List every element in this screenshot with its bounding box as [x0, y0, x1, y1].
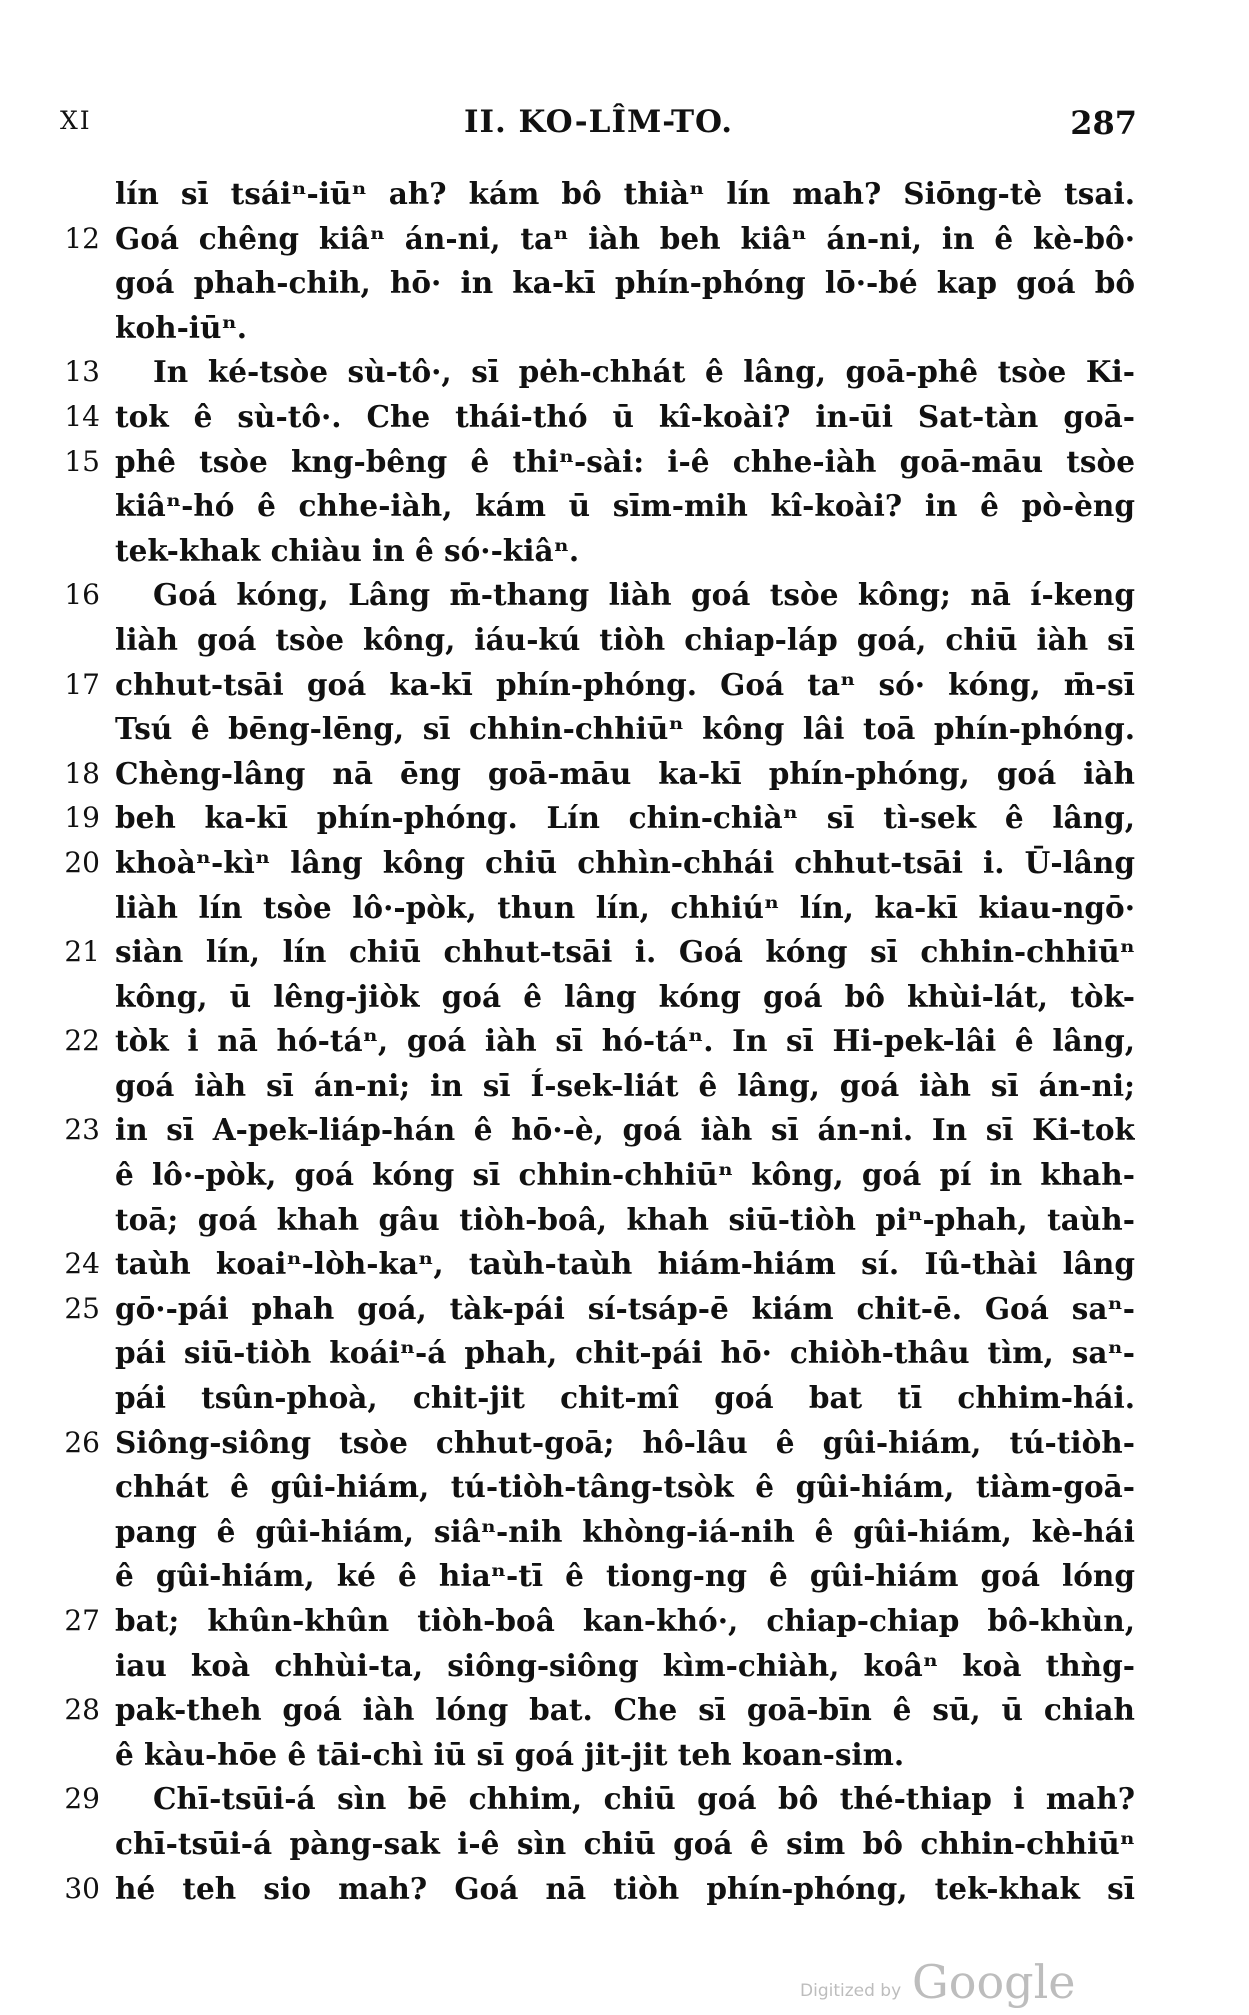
line-text: tòk i nā hó-táⁿ, goá iàh sī hó-táⁿ. In sī Hi-pek-lâi ê lâng, [115, 1023, 1135, 1059]
line-text: kiâⁿ-hó ê chhe-iàh, kám ū sīm-mih kî-koài? in ê pò-èng [115, 488, 1135, 524]
line-text: chhut-tsāi goá ka-kī phín-phóng. Goá taⁿ só· kóng, m̄-sī [115, 666, 1135, 702]
text-line [0, 841, 1249, 886]
text-line [0, 306, 1249, 351]
line-text: koh-iūⁿ. [115, 309, 248, 345]
line-text: pái tsûn-phoà, chit-jit chit-mî goá bat tī chhim-hái. [115, 1380, 1135, 1416]
text-line [0, 1331, 1249, 1376]
text-line [0, 440, 1249, 485]
line-text: toā; goá khah gâu tiòh-boâ, khah siū-tiòh piⁿ-phah, taùh- [115, 1201, 1135, 1237]
chapter-number: XI [60, 106, 92, 135]
line-text: goá phah-chih, hō· in ka-kī phín-phóng lō·-bé kap goá bô [115, 265, 1135, 301]
line-text: Goá kóng, Lâng m̄-thang liàh goá tsòe kông; nā í-keng [153, 577, 1135, 613]
line-text: Tsú ê bēng-lēng, sī chhin-chhiūⁿ kông lâi toā phín-phóng. [115, 711, 1135, 747]
verse-number: 20 [64, 845, 100, 879]
text-line [0, 1554, 1249, 1599]
line-text: tok ê sù-tô·. Che thái-thó ū kî-koài? in-ūi Sat-tàn goā- [115, 398, 1135, 434]
text-line [0, 1599, 1249, 1644]
line-text: goá iàh sī án-ni; in sī Í-sek-liát ê lâng, goá iàh sī án-ni; [115, 1067, 1135, 1103]
line-text: ê gûi-hiám, ké ê hiaⁿ-tī ê tiong-ng ê gûi-hiám goá lóng [115, 1558, 1135, 1594]
line-text: taùh koaiⁿ-lòh-kaⁿ, taùh-taùh hiám-hiám sí. Iû-thài lâng [115, 1246, 1135, 1282]
line-text: khoàⁿ-kìⁿ lâng kông chiū chhìn-chhái chhut-tsāi i. Ū-lâng [115, 844, 1135, 880]
verse-number: 19 [64, 801, 100, 835]
verse-number: 25 [64, 1291, 100, 1325]
verse-number: 27 [64, 1604, 100, 1637]
line-text: Siông-siông tsòe chhut-goā; hô-lâu ê gûi-hiám, tú-tiòh- [115, 1424, 1135, 1460]
line-text: pak-theh goá iàh lóng bat. Che sī goā-bīn ê sū, ū chiah [115, 1692, 1135, 1728]
text-line [0, 1867, 1249, 1912]
line-text: bat; khûn-khûn tiòh-boâ kan-khó·, chiap-chiap bô-khùn, [115, 1603, 1135, 1638]
line-text: liàh goá tsòe kông, iáu-kú tiòh chiap-láp goá, chiū iàh sī [115, 621, 1135, 657]
verse-number: 18 [64, 756, 100, 790]
line-text: Chèng-lâng nā ēng goā-māu ka-kī phín-phóng, goá iàh [115, 755, 1135, 791]
google-logo: Google [912, 1955, 1076, 2009]
text-line [0, 1242, 1249, 1287]
verse-number: 14 [64, 399, 100, 433]
line-text: Chī-tsūi-á sìn bē chhim, chiū goá bô thé-thiap i mah? [153, 1781, 1135, 1817]
text-line [0, 752, 1249, 797]
watermark-prefix: Digitized by [800, 1981, 902, 2001]
verse-number: 26 [64, 1425, 100, 1459]
text-line [0, 1777, 1249, 1822]
text-line [0, 1733, 1249, 1778]
line-text: chhát ê gûi-hiám, tú-tiòh-tâng-tsòk ê gûi-hiám, tiàm-goā- [115, 1469, 1135, 1505]
line-text: siàn lín, lín chiū chhut-tsāi i. Goá kóng sī chhin-chhiūⁿ [115, 934, 1135, 970]
text-line [0, 975, 1249, 1020]
text-line [0, 484, 1249, 529]
line-text: liàh lín tsòe lô·-pòk, thun lín, chhiúⁿ lín, ka-kī kiau-ngō· [115, 889, 1135, 925]
text-line [0, 1644, 1249, 1689]
text-line [0, 1287, 1249, 1332]
line-text: in sī A-pek-liáp-hán ê hō·-è, goá iàh sī án-ni. In sī Ki-tok [115, 1112, 1135, 1148]
line-text: In ké-tsòe sù-tô·, sī pėh-chhát ê lâng, goā-phê tsòe Ki- [153, 354, 1135, 390]
text-line [0, 886, 1249, 931]
text-line [0, 573, 1249, 618]
line-text: ê kàu-hōe ê tāi-chì iū sī goá jit-jit teh koan-sim. [115, 1736, 905, 1772]
line-text: hé teh sio mah? Goá nā tiòh phín-phóng, tek-khak sī [115, 1870, 1135, 1906]
line-text: phê tsòe kng-bêng ê thiⁿ-sài: i-ê chhe-iàh goā-māu tsòe [115, 443, 1135, 479]
line-text: Goá chêng kiâⁿ án-ni, taⁿ iàh beh kiâⁿ án-ni, in ê kè-bô· [115, 220, 1135, 256]
verse-number: 28 [64, 1693, 100, 1727]
text-line [0, 930, 1249, 975]
text-line [0, 1822, 1249, 1867]
text-line [0, 1019, 1249, 1064]
verse-number: 23 [64, 1113, 100, 1147]
line-text: ê lô·-pòk, goá kóng sī chhin-chhiūⁿ kông, goá pí in khah- [115, 1157, 1135, 1193]
verse-number: 16 [64, 578, 100, 612]
text-line [0, 261, 1249, 306]
text-line [0, 663, 1249, 708]
digitized-watermark [800, 1955, 1120, 2015]
text-line [0, 796, 1249, 841]
text-line [0, 1465, 1249, 1510]
verse-number: 21 [64, 935, 100, 969]
running-header [60, 104, 1137, 144]
line-text: lín sī tsáiⁿ-iūⁿ ah? kám bô thiàⁿ lín mah? Siōng-tè tsai. [115, 176, 1135, 211]
text-line [0, 529, 1249, 574]
text-body [0, 172, 1249, 1911]
verse-number: 22 [64, 1024, 100, 1058]
page-number: 287 [1070, 104, 1137, 142]
text-line [0, 1153, 1249, 1198]
line-text: beh ka-kī phín-phóng. Lín chin-chiàⁿ sī tì-sek ê lâng, [115, 800, 1135, 836]
text-line [0, 1198, 1249, 1243]
verse-number: 30 [64, 1871, 100, 1905]
verse-number: 24 [64, 1247, 100, 1281]
line-text: pái siū-tiòh koáiⁿ-á phah, chit-pái hō· chiòh-thâu tìm, saⁿ- [115, 1335, 1135, 1371]
verse-number: 13 [64, 355, 100, 389]
text-line [0, 618, 1249, 663]
line-text: iau koà chhùi-ta, siông-siông kìm-chiàh, koâⁿ koà thǹg- [115, 1647, 1135, 1683]
text-line [0, 350, 1249, 395]
line-text: tek-khak chiàu in ê só·-kiâⁿ. [115, 532, 580, 568]
line-text: kông, ū lêng-jiòk goá ê lâng kóng goá bô khùi-lát, tòk- [115, 978, 1135, 1014]
line-text: pang ê gûi-hiám, siâⁿ-nih khòng-iá-nih ê gûi-hiám, kè-hái [115, 1513, 1135, 1549]
page-title: II. KO-LÎM-TO. [463, 104, 734, 140]
text-line [0, 217, 1249, 262]
text-line [0, 1064, 1249, 1109]
line-text: gō·-pái phah goá, tàk-pái sí-tsáp-ē kiám chit-ē. Goá saⁿ- [115, 1290, 1135, 1326]
verse-number: 12 [64, 221, 100, 255]
text-line [0, 172, 1249, 217]
text-line [0, 1421, 1249, 1466]
text-line [0, 1510, 1249, 1555]
text-line [0, 1108, 1249, 1153]
text-line [0, 1688, 1249, 1733]
text-line [0, 395, 1249, 440]
text-line [0, 1376, 1249, 1421]
verse-number: 29 [64, 1782, 100, 1816]
text-line [0, 707, 1249, 752]
verse-number: 15 [64, 444, 100, 478]
verse-number: 17 [64, 667, 100, 701]
line-text: chī-tsūi-á pàng-sak i-ê sìn chiū goá ê sim bô chhin-chhiūⁿ [115, 1825, 1135, 1861]
